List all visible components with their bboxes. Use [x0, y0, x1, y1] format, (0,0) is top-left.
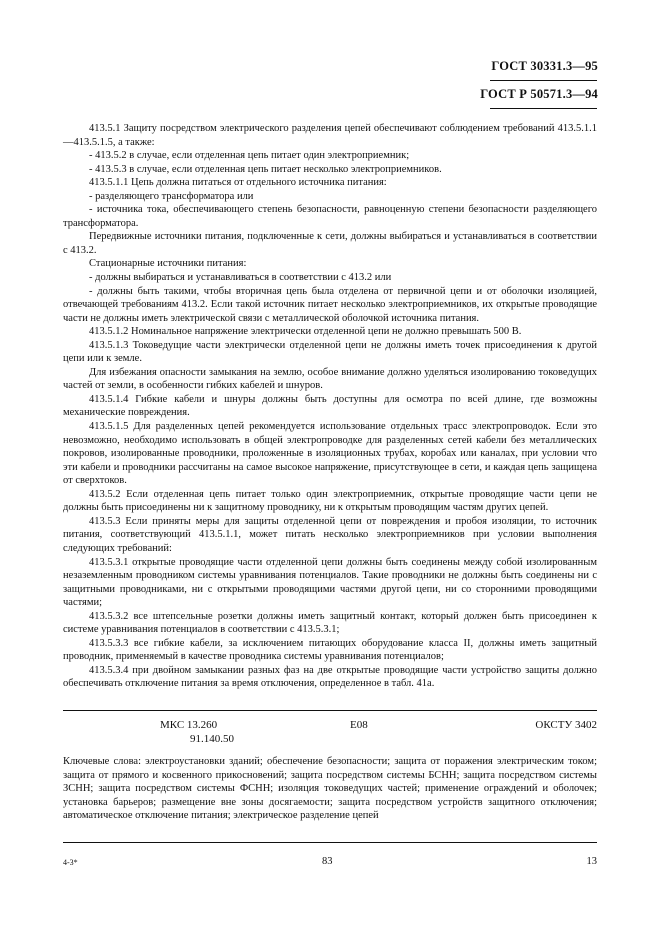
mks-code-secondary: 91.140.50 [190, 733, 234, 745]
paragraph: Для избежания опасности замыкания на землю, особое внимание должно уделяться изолированию токоведущих частей от земли, в особенности гибких кабелей и шнуров. [63, 366, 597, 392]
okstu-code: ОКСТУ 3402 [535, 719, 597, 731]
list-item: - источника тока, обеспечивающего степень безопасности, равноценную степени безопасности разделяющего трансформатора. [63, 204, 597, 229]
list-item: - 413.5.2 в случае, если отделенная цепь питает один электроприемник; [89, 150, 410, 162]
list-item: - разделяющего трансформатора или [89, 190, 254, 202]
paragraph: Стационарные источники питания: [89, 258, 247, 270]
paragraph-413-5-1-5: 413.5.1.5 Для разделенных цепей рекомендуется использование отдельных трасс электропроводок. Если это невозможно, необходимо использовать в общей электропроводке для разделенных сетей кабели без металлических покровов, изолированные проводники, проложенные в изоляционных трубах, коробах или каналах, при условии что эти кабели и проводники рассчитаны на самое высокое напряжение, присутствующее в сети, и каждая цепь защищена от сверхтоков. [63, 421, 597, 487]
mks-code: МКС 13.260 [160, 719, 218, 731]
header-rule-top [490, 80, 597, 81]
paragraph-413-5-3-4: 413.5.3.4 при двойном замыкании разных фаз на две открытые проводящие части устройство защиты должно обеспечивать отключение питания за время отключения, определенное в табл. 41а. [63, 664, 597, 690]
paragraph-413-5-1-1: 413.5.1.1 Цепь должна питаться от отдельного источника питания: [89, 177, 387, 189]
main-text [63, 122, 597, 691]
list-item: - 413.5.3 в случае, если отделенная цепь питает несколько электроприемников. [89, 163, 442, 175]
section-divider [63, 710, 597, 711]
footer-divider [63, 842, 597, 843]
e-code: Е08 [350, 719, 368, 731]
list-item: - должны выбираться и устанавливаться в соответствии с 413.2 или [89, 272, 392, 284]
paragraph: Передвижные источники питания, подключенные к сети, должны выбираться и устанавливаться в соответствии с 413.2. [63, 231, 597, 256]
page-number-center: 83 [322, 856, 333, 867]
standard-number-primary: ГОСТ 30331.3—95 [491, 59, 598, 73]
paragraph-413-5-1-3: 413.5.1.3 Токоведущие части электрически отделенной цепи не должны иметь точек присоединения к другой цепи или к земле. [63, 339, 597, 365]
keywords: Ключевые слова: электроустановки зданий; обеспечение безопасности; защита от поражения электрическим током; защита от прямого и косвенного прикосновений; защита посредством системы БСНН; защита посредством системы ЗСНН; защита посредством системы ФСНН; изоляция токоведущих частей; применение ограждений и оболочек; установка барьеров; размещение вне зоны досягаемости; защита посредством устройств защитного отключения; автоматическое отключение питания; электрическое разделение цепей [63, 756, 597, 822]
standard-number-secondary: ГОСТ Р 50571.3—94 [480, 87, 598, 101]
paragraph-413-5-3: 413.5.3 Если приняты меры для защиты отделенной цепи от повреждения и пробоя изоляции, то источник питания, соответствующий 413.5.1.1, может питать несколько электроприемников при условии выполнения следующих требований: [63, 515, 597, 554]
print-mark: 4-3* [63, 858, 78, 867]
paragraph-413-5-3-3: 413.5.3.3 все гибкие кабели, за исключением питающих оборудование класса II, должны иметь защитный проводник, применяемый в качестве проводника системы уравнивания потенциалов; [63, 637, 597, 663]
paragraph-413-5-2: 413.5.2 Если отделенная цепь питает только один электроприемник, открытые проводящие части цепи не должны быть присоединены ни к защитному проводнику, ни к открытым проводящим частям других цепей. [63, 488, 597, 514]
paragraph-413-5-3-2: 413.5.3.2 все штепсельные розетки должны иметь защитный контакт, который должен быть присоединен к системе уравнивания потенциалов в соответствии с 413.5.3.1; [63, 610, 597, 636]
list-item: - должны быть такими, чтобы вторичная цепь была отделена от первичной цепи и от оболочки изоляцией, отвечающей требованиям 413.2. Если такой источник питает несколько электроприемников, их открытые проводящие части не должны иметь электрической связи с металлической оболочкой источника питания. [63, 285, 597, 324]
paragraph-413-5-1: 413.5.1 Защиту посредством электрического разделения цепей обеспечивают соблюдением требований 413.5.1.1—413.5.1.5, а также: [63, 123, 597, 148]
paragraph-413-5-1-4: 413.5.1.4 Гибкие кабели и шнуры должны быть доступны для осмотра по всей длине, где возможны механические повреждения. [63, 393, 597, 419]
paragraph-413-5-1-2: 413.5.1.2 Номинальное напряжение электрически отделенной цепи не должно превышать 500 В. [89, 326, 522, 338]
header-rule-bottom [490, 108, 597, 109]
paragraph-413-5-3-1: 413.5.3.1 открытые проводящие части отделенной цепи должны быть соединены между собой изолированным незаземленным проводником системы уравнивания потенциалов. Такие проводники не должны быть соединены ни с защитными проводниками, ни с открытыми проводящими частями другой цепи, ни со сторонними проводящими частями; [63, 556, 597, 609]
page-number: 13 [586, 856, 597, 867]
